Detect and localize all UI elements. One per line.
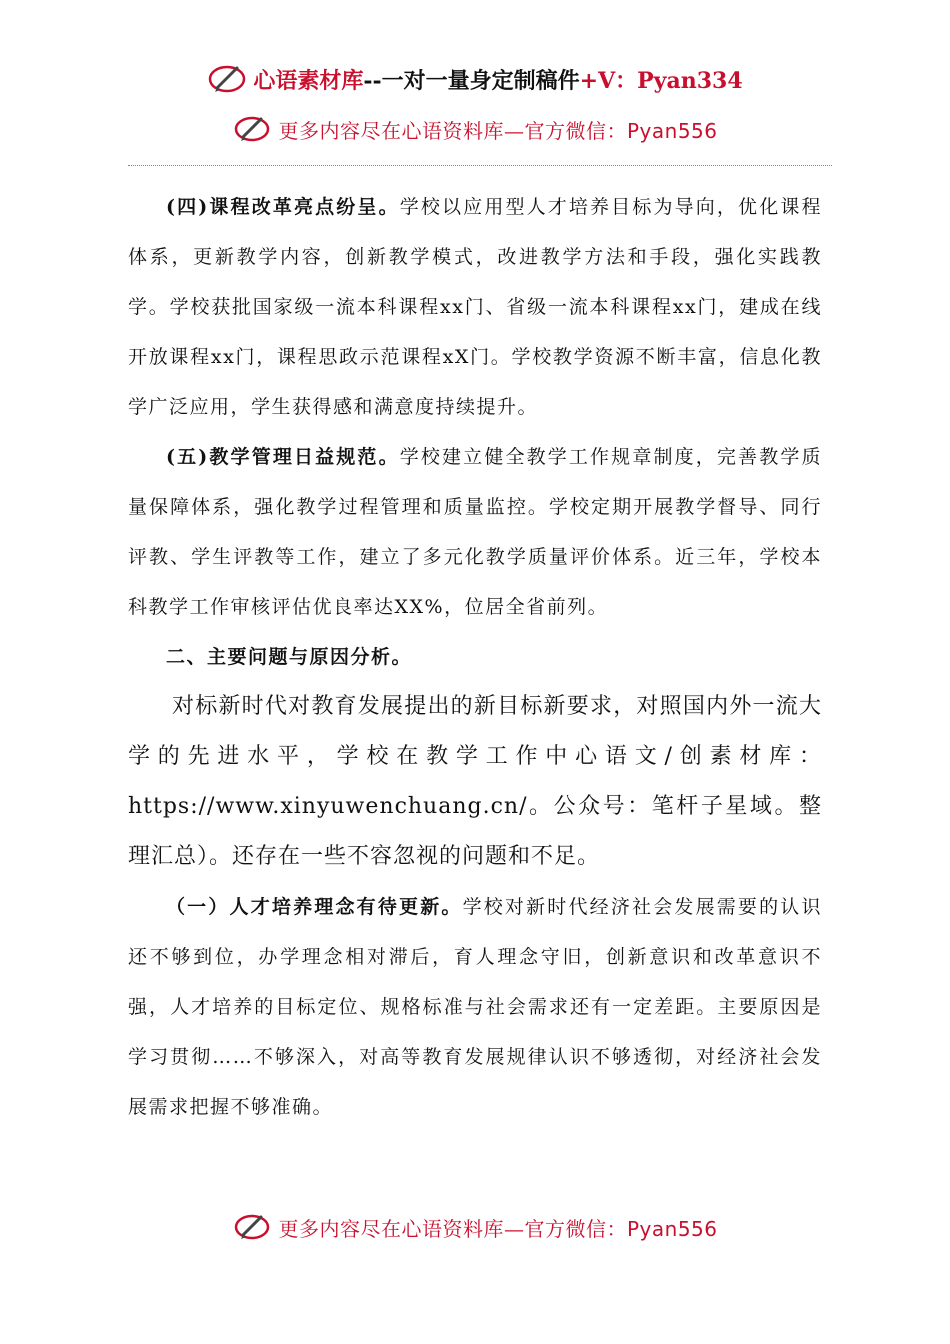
paragraph-course-reform — [128, 182, 822, 432]
header-subtitle-line — [0, 112, 950, 152]
footer-text: 更多内容尽在心语资料库—官方微信：Pyan556 — [278, 1216, 718, 1241]
pen-logo-icon — [207, 62, 249, 96]
paragraph-text: 学校建立健全教学工作规章制度，完善教学质量保障体系，强化教学过程管理和质量监控。学校定期开展教学督导、同行评教、学生评教等工作，建立了多元化教学质量评价体系。近三年，学校本科教学工作审核评估优良率达XX%，位居全省前列。 — [128, 446, 822, 618]
paragraph-text: 学校以应用型人才培养目标为导向，优化课程体系，更新教学内容，创新教学模式，改进教学方法和手段，强化实践教学。学校获批国家级一流本科课程xx门、省级一流本科课程xx门，建成在线开放课程xx门，课程思政示范课程xX门。学校教学资源不断丰富，信息化教学广泛应用，学生获得感和满意度持续提升。 — [128, 196, 822, 418]
pen-logo-icon — [232, 1210, 274, 1244]
paragraph-problems-intro: 对标新时代对教育发展提出的新目标新要求，对照国内外一流大学的先进水平，学校在教学工作中心语文/创素材库：https://www.xinyuwenchuang.cn/。公众号：笔杆子星域。整理汇总）。还存在一些不容忽视的问题和不足。 — [128, 694, 822, 869]
paragraph-heading: （一）人才培养理念有待更新。 — [166, 896, 463, 918]
pen-logo-icon — [232, 112, 274, 146]
header-brand-line — [0, 62, 950, 102]
document-body — [128, 182, 822, 1132]
paragraph-text: 学校对新时代经济社会发展需要的认识还不够到位，办学理念相对滞后，育人理念守旧，创新意识和改革意识不强，人才培养的目标定位、规格标准与社会需求还有一定差距。主要原因是学习贯彻……不够深入，对高等教育发展规律认识不够透彻，对经济社会发展需求把握不够准确。 — [128, 896, 822, 1118]
header-divider — [128, 165, 832, 166]
paragraph-teaching-management — [128, 432, 822, 632]
footer-line — [0, 1210, 950, 1250]
section-title: 二、主要问题与原因分析。 — [166, 646, 413, 668]
brand-title: 心语素材库--一对一量身定制稿件+V：Pyan334 — [253, 67, 743, 94]
paragraph-heading: (五)教学管理日益规范。 — [166, 446, 400, 468]
paragraph-heading: (四)课程改革亮点纷呈。 — [166, 196, 400, 218]
header-subtitle: 更多内容尽在心语资料库—官方微信：Pyan556 — [278, 118, 718, 143]
paragraph-talent-concept — [128, 882, 822, 1132]
